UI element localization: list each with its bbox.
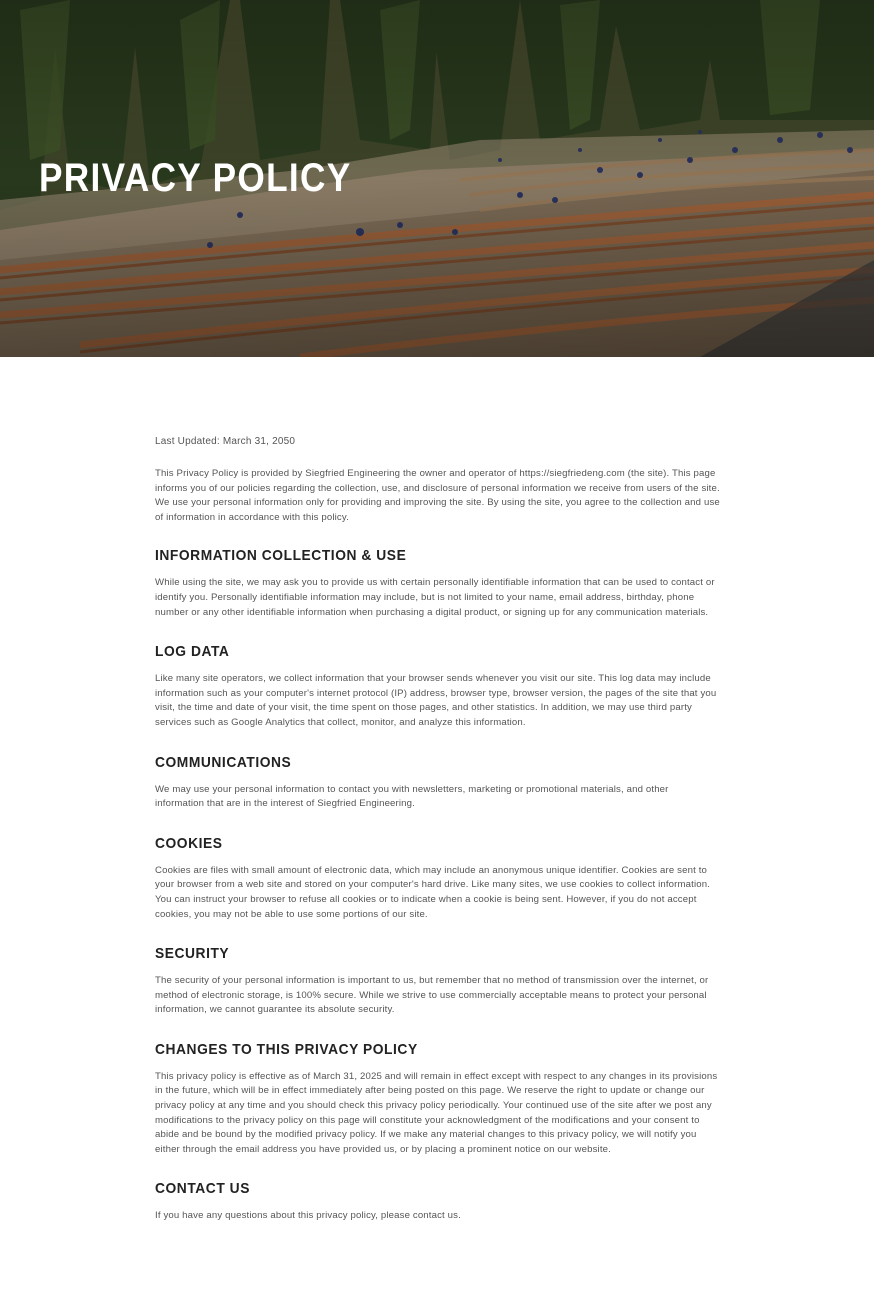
section-information-collection: [155, 547, 720, 620]
section-log-data: [155, 643, 720, 730]
section-title: CONTACT US: [155, 1180, 250, 1198]
section-title: CHANGES TO THIS PRIVACY POLICY: [155, 1040, 418, 1058]
section-body: We may use your personal information to contact you with newsletters, marketing or promotional materials, and other information that are in the interest of Siegfried Engineering.: [155, 783, 669, 810]
section-title: COOKIES: [155, 834, 223, 852]
section-title: LOG DATA: [155, 643, 230, 661]
intro-paragraph: This Privacy Policy is provided by Siegfried Engineering the owner and operator of https://siegfriedeng.com (the site). This page informs you of our policies regarding the collection, use, and disclosure of personal information we receive from users of the site. We use your personal information only for providing and improving the site. By using the site, you agree to the collection and use of information in accordance with this policy.: [155, 468, 720, 523]
section-body: While using the site, we may ask you to provide us with certain personally identifiable information that can be used to contact or identify you. Personally identifiable information may include, but is not limited to your name, email address, birthday, phone number or any other identifiable information when purchasing a digital product, or signing up for any communication materials.: [155, 577, 715, 618]
policy-content: [155, 436, 720, 1247]
section-title: SECURITY: [155, 945, 230, 963]
section-body: The security of your personal information is important to us, but remember that no method of transmission over the internet, or method of electronic storage, is 100% secure. While we strive to use commercially acceptable means to protect your personal information, we cannot guarantee its absolute security.: [155, 975, 709, 1016]
section-title: INFORMATION COLLECTION & USE: [155, 547, 407, 565]
section-changes: [155, 1041, 720, 1158]
page-title: PRIVACY POLICY: [39, 156, 352, 200]
section-body: Cookies are files with small amount of electronic data, which may include an anonymous unique identifier. Cookies are sent to your browser from a web site and stored on your computer's hard drive. Like many sites, we use cookies to collect information. You can instruct your browser to refuse all cookies or to indicate when a cookie is being sent. However, if you do not accept cookies, you may not be able to use some portions of our site.: [155, 864, 711, 920]
section-body: This privacy policy is effective as of March 31, 2025 and will remain in effect except with respect to any changes in its provisions in the future, which will be in effect immediately after being posted on this page. We reserve the right to update or change our privacy policy at any time and you should check this privacy policy periodically. Your continued use of the site after we post any modifications to the privacy policy on this page will constitute your acknowledgment of the modifications and your consent to abide and be bound by the modified privacy policy. If we make any material changes to this privacy policy, we will notify you either through the email address you have provided us, or by placing a prominent notice on our website.: [155, 1070, 718, 1155]
section-body: If you have any questions about this privacy policy, please contact us.: [155, 1210, 461, 1222]
section-body: Like many site operators, we collect information that your browser sends whenever you visit our site. This log data may include information such as your computer's internet protocol (IP) address, browser type, browser version, the pages of the site that you visit, the time and date of your visit, the time spent on those pages, and other statistics. In addition, we may use third party services such as Google Analytics that collect, monitor, and analyze this information.: [155, 673, 717, 728]
section-cookies: [155, 835, 720, 922]
section-title: COMMUNICATIONS: [155, 753, 292, 771]
hero-banner: [0, 0, 874, 357]
section-contact: [155, 1180, 720, 1224]
section-communications: [155, 754, 720, 812]
last-updated: Last Updated: March 31, 2050: [155, 436, 296, 447]
section-security: [155, 945, 720, 1018]
